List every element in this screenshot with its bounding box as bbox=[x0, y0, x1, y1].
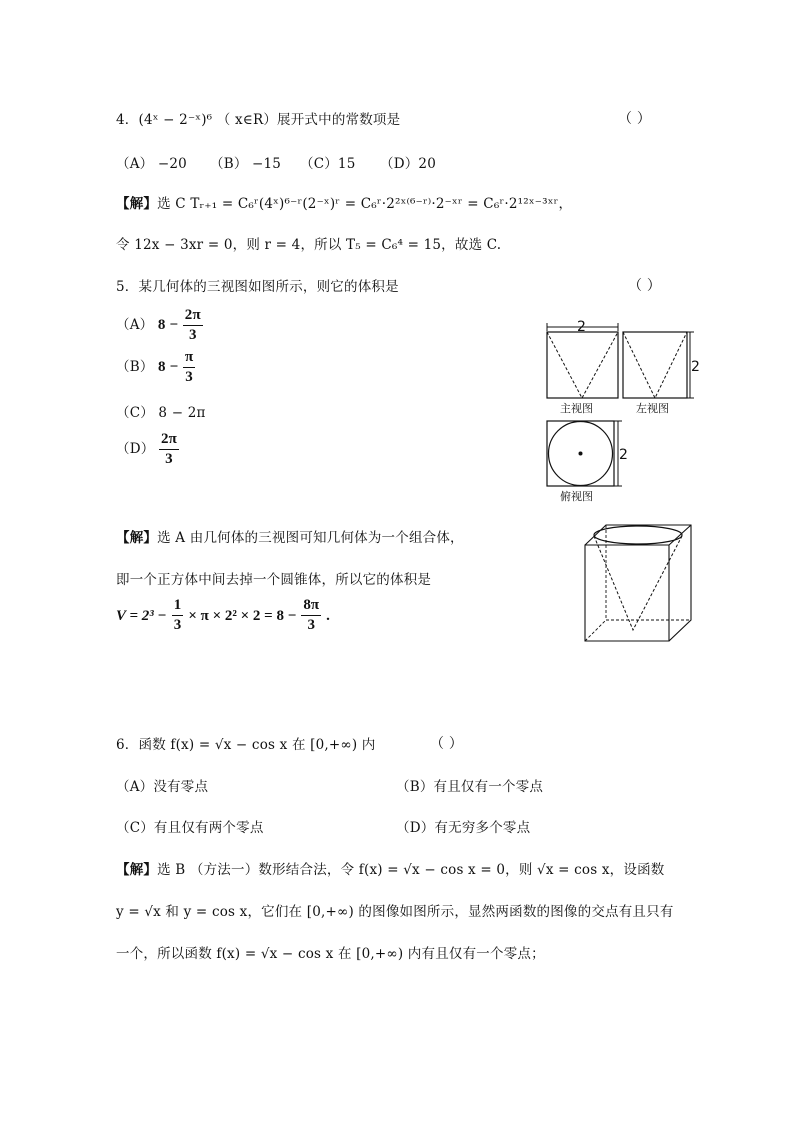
left-view-square bbox=[623, 332, 687, 398]
top-view-label: 俯视图 bbox=[560, 490, 593, 503]
q6-solution-line3: 一个，所以函数 f(x) = √x − cos x 在 [0,+∞) 内有且仅有一个零点； bbox=[116, 946, 545, 962]
left-view-cone-dashed bbox=[623, 332, 687, 398]
q6-option-b: （B）有且仅有一个零点 bbox=[396, 779, 544, 795]
q5-option-b bbox=[116, 350, 195, 385]
q5-solution-equation bbox=[116, 598, 330, 633]
q4-stem: 4．(4ˣ − 2⁻ˣ)⁶ （ x∈R）展开式中的常数项是 bbox=[116, 112, 401, 128]
cone-base-ellipse bbox=[594, 526, 682, 544]
q6-solution-line2: y = √x 和 y = cos x，它们在 [0,+∞) 的图像如图所示，显然两函数的图像的交点有且只有 bbox=[116, 904, 674, 920]
q5-option-b-label: （B） bbox=[116, 359, 154, 375]
q5-option-d-label: （D） bbox=[116, 441, 155, 457]
q5-option-a bbox=[116, 308, 203, 343]
q5-option-b-fraction bbox=[183, 350, 195, 385]
q5-eq-n1: 1 bbox=[172, 598, 184, 616]
q5-option-d-num: 2π bbox=[159, 432, 179, 450]
q5-option-a-num: 2π bbox=[183, 308, 203, 326]
left-view-dim-label: 2 bbox=[691, 359, 700, 375]
q5-option-b-den: 3 bbox=[185, 369, 193, 385]
q5-solution-text: 选 A 由几何体的三视图可知几何体为一个组合体， bbox=[157, 530, 464, 546]
q5-eq-n2: 8π bbox=[301, 598, 321, 616]
q6-stem: 6．函数 f(x) = √x − cos x 在 [0,+∞) 内 bbox=[116, 737, 376, 753]
q5-eq-end: . bbox=[326, 608, 330, 624]
q5-option-c: （C） 8 − 2π bbox=[116, 405, 206, 421]
q5-eq-d1: 3 bbox=[173, 617, 182, 633]
front-view-square bbox=[547, 332, 618, 398]
q4-option-a: （A） −20 bbox=[116, 156, 187, 172]
q6-option-a: （A）没有零点 bbox=[116, 779, 209, 795]
q6-answer-paren: （ ） bbox=[430, 736, 464, 752]
q5-option-a-whole: 8 − bbox=[157, 317, 179, 333]
front-view-cone-dashed bbox=[547, 332, 618, 398]
q4-solution-text: 选 C Tᵣ₊₁ = C₆ʳ(4ˣ)⁶⁻ʳ(2⁻ˣ)ʳ = C₆ʳ·2²ˣ⁽⁶⁻ʳ⁾·2⁻ˣʳ = C₆ʳ·2¹²ˣ⁻³ˣʳ， bbox=[157, 196, 573, 212]
q5-option-d-fraction bbox=[159, 432, 179, 467]
q5-option-a-den: 3 bbox=[188, 327, 197, 343]
front-view-label: 主视图 bbox=[560, 402, 593, 415]
front-view-dim-label: 2 bbox=[577, 319, 586, 335]
q5-eq-left: V = 2³ − bbox=[116, 608, 167, 624]
q5-solution-tag: 【解】 bbox=[116, 530, 158, 546]
cube-front-face bbox=[585, 545, 669, 641]
q6-option-c: （C）有且仅有两个零点 bbox=[116, 820, 264, 836]
q5-option-a-fraction bbox=[183, 308, 203, 343]
q6-solution-line1 bbox=[116, 858, 664, 878]
q4-solution-tag: 【解】 bbox=[116, 196, 158, 212]
cube-cone-figure bbox=[578, 520, 700, 646]
top-view-center-dot bbox=[579, 452, 583, 456]
q5-stem: 5．某几何体的三视图如图所示，则它的体积是 bbox=[116, 279, 399, 295]
q5-option-a-label: （A） bbox=[116, 317, 154, 333]
q6-solution-text: 选 B （方法一）数形结合法，令 f(x) = √x − cos x = 0，则 √x = cos x，设函数 bbox=[157, 862, 665, 878]
q6-option-d: （D）有无穷多个零点 bbox=[396, 820, 531, 836]
cube-back-edges bbox=[585, 525, 691, 641]
top-view-dim-label: 2 bbox=[619, 447, 628, 463]
q4-solution-line1 bbox=[116, 192, 572, 212]
q5-eq-d2: 3 bbox=[307, 617, 315, 633]
q5-option-b-whole: 8 − bbox=[158, 359, 179, 375]
q5-solution-line1 bbox=[116, 526, 464, 546]
q4-option-d: （D）20 bbox=[380, 156, 437, 172]
q4-answer-paren: （ ） bbox=[618, 111, 652, 127]
q5-eq-frac1 bbox=[172, 598, 184, 633]
three-view-figure bbox=[540, 318, 715, 508]
q5-option-b-num: π bbox=[183, 350, 195, 368]
left-view-label: 左视图 bbox=[636, 402, 669, 415]
q5-answer-paren: （ ） bbox=[628, 278, 662, 294]
q4-solution-line2: 令 12x − 3xr = 0，则 r = 4，所以 T₅ = C₆⁴ = 15，故选 C. bbox=[116, 237, 502, 253]
q5-solution-line2: 即一个正方体中间去掉一个圆锥体，所以它的体积是 bbox=[116, 572, 432, 588]
q5-eq-frac2 bbox=[301, 598, 321, 633]
q5-option-d bbox=[116, 432, 179, 467]
q4-option-b: （B） −15 bbox=[210, 156, 282, 172]
q4-option-c: （C）15 bbox=[300, 156, 356, 172]
q6-solution-tag: 【解】 bbox=[116, 862, 158, 878]
q5-option-d-den: 3 bbox=[165, 451, 173, 467]
q5-eq-mid: × π × 2² × 2 = 8 − bbox=[188, 608, 297, 624]
